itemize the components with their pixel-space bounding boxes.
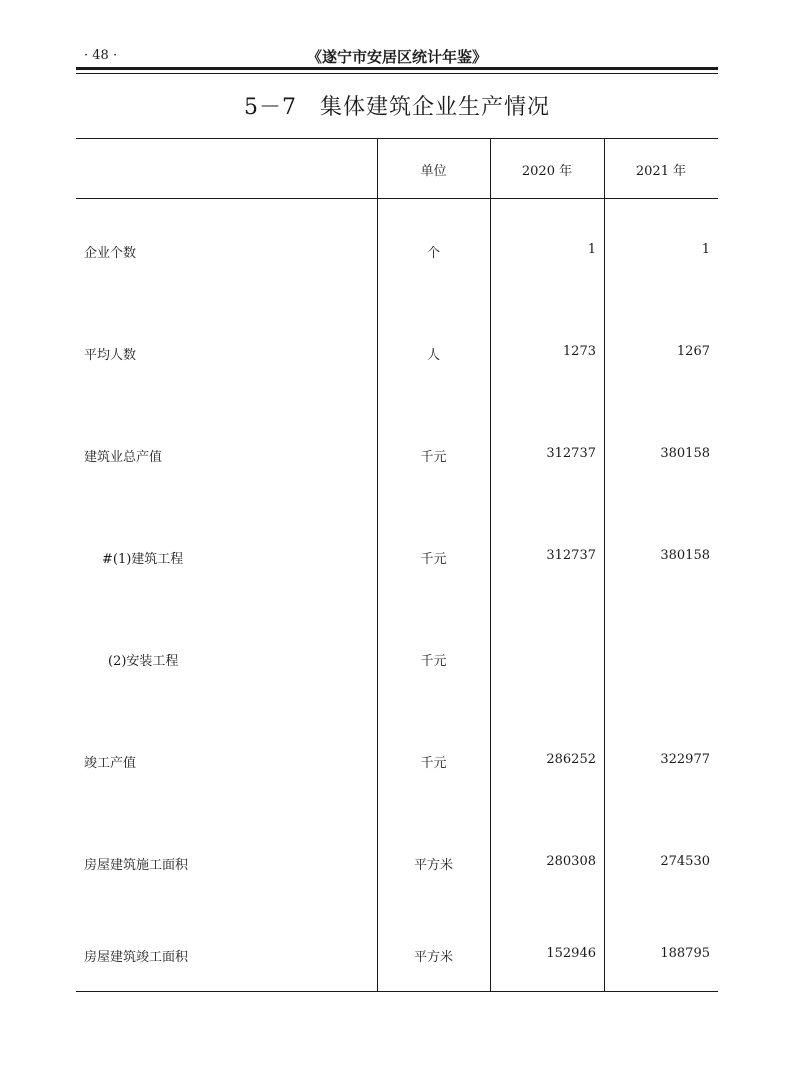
header-rule-thick (76, 67, 718, 70)
row-unit: 人 (426, 348, 440, 363)
value-2020: 1 (587, 242, 596, 257)
book-title: 《遂宁市安居区统计年鉴》 (306, 48, 487, 66)
row-label: (2)安装工程 (108, 654, 179, 669)
row-unit: 个 (426, 246, 440, 261)
table-rule-top (76, 138, 718, 139)
page-number: · 48 · (84, 48, 118, 63)
statistics-table (76, 138, 718, 992)
table-row (76, 752, 718, 772)
row-unit: 千元 (420, 552, 447, 567)
page-header (76, 46, 718, 66)
table-row (76, 946, 718, 966)
table-row (76, 242, 718, 262)
value-2021: 1267 (676, 344, 710, 359)
row-unit: 千元 (420, 450, 447, 465)
table-rule-header (76, 198, 718, 199)
value-2021: 380158 (660, 446, 710, 461)
row-label: 企业个数 (84, 246, 137, 261)
value-2021: 380158 (660, 548, 710, 563)
row-unit: 平方米 (413, 858, 453, 873)
row-label: 建筑业总产值 (84, 450, 163, 465)
value-2020: 312737 (546, 548, 596, 563)
value-2021: 322977 (660, 752, 710, 767)
row-label: 竣工产值 (84, 756, 137, 771)
value-2021: 1 (701, 242, 710, 257)
table-title: 5－7 集体建筑企业生产情况 (244, 95, 550, 120)
table-row (76, 548, 718, 568)
row-label: 房屋建筑竣工面积 (84, 950, 189, 965)
row-unit: 平方米 (413, 950, 453, 965)
column-header-2020: 2020 年 (521, 164, 573, 179)
row-unit: 千元 (420, 654, 447, 669)
table-row (76, 650, 718, 670)
value-2020: 286252 (546, 752, 596, 767)
table-rule-bottom (76, 991, 718, 992)
value-2021: 274530 (660, 854, 710, 869)
row-label: 平均人数 (84, 348, 137, 363)
row-label: 房屋建筑施工面积 (84, 858, 189, 873)
table-row (76, 446, 718, 466)
table-row (76, 344, 718, 364)
column-header-2021: 2021 年 (635, 164, 687, 179)
value-2021: 188795 (660, 946, 710, 961)
header-rule-thin (76, 73, 718, 74)
value-2020: 312737 (546, 446, 596, 461)
value-2020: 280308 (546, 854, 596, 869)
row-label: #(1)建筑工程 (102, 552, 184, 567)
value-2020: 152946 (546, 946, 596, 961)
column-header-unit: 单位 (420, 164, 447, 179)
table-row (76, 854, 718, 874)
row-unit: 千元 (420, 756, 447, 771)
value-2020: 1273 (562, 344, 596, 359)
